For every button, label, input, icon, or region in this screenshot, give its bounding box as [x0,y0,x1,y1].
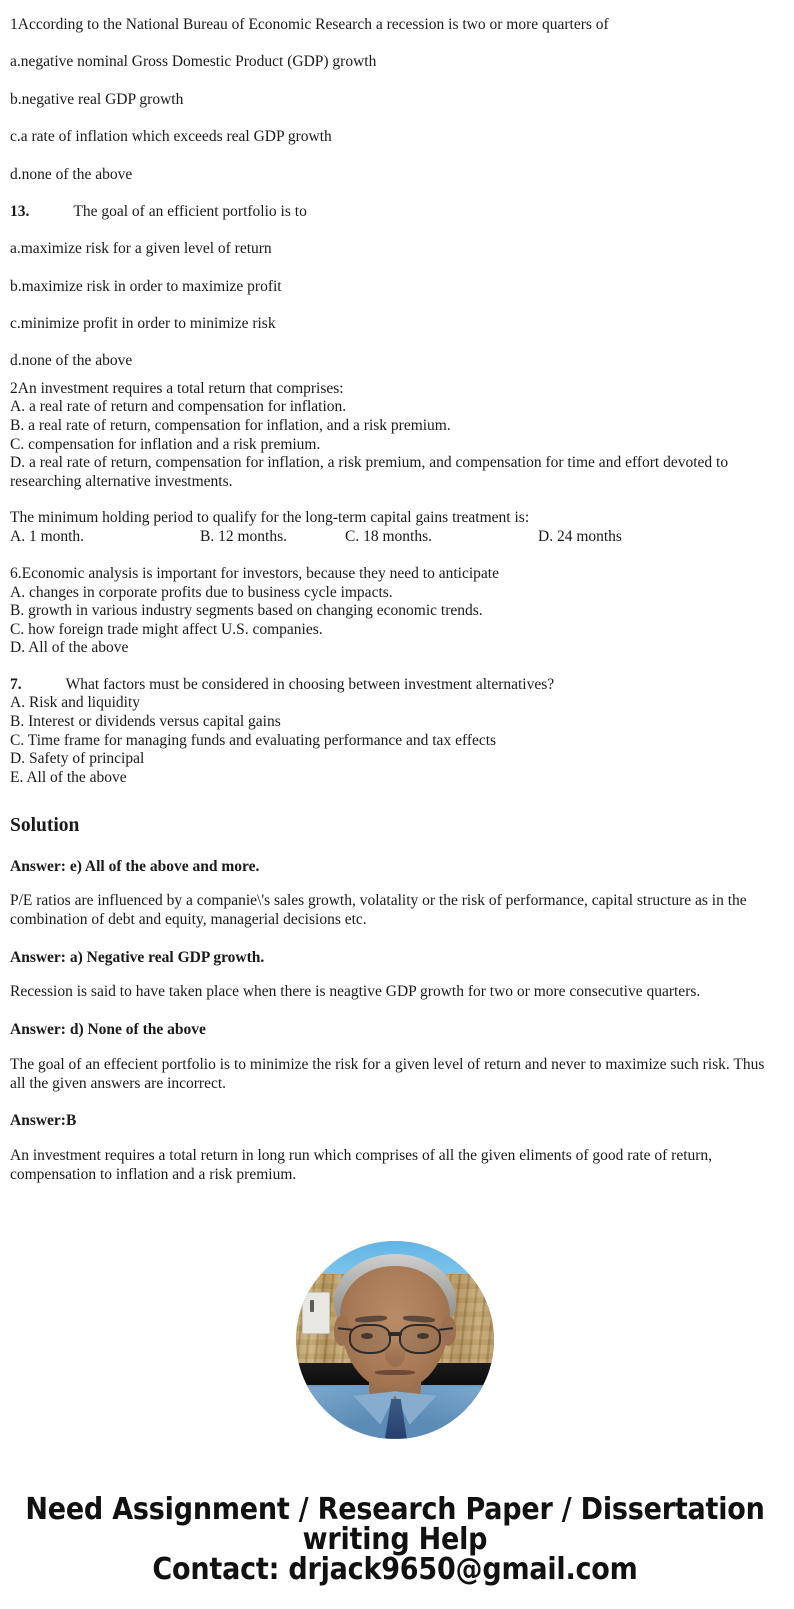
solution-answer: Answer: a) Negative real GDP growth. [10,948,265,966]
question-6-option-a: A. changes in corporate profits due to business cycle impacts. [10,583,393,601]
question-2-block [10,380,780,492]
holding-option-d: D. 24 months [538,527,622,545]
solution-answer: Answer: d) None of the above [10,1021,206,1039]
question-holding-options-row [10,528,780,547]
question-number: 13. [10,202,30,220]
question-7-option-d: D. Safety of principal [10,750,145,768]
question-7-option-e: E. All of the above [10,768,127,786]
option-line [10,118,780,155]
question-2-option-d: D. a real rate of return, compensation for inflation, a risk premium, and compensation for time and effort devoted to researching alternative investments. [10,454,732,490]
question-2-stem: 2An investment requires a total return that comprises: [10,379,344,397]
option-line-text: d.none of the above [10,165,133,183]
avatar-ear-right [441,1316,457,1346]
solution-answer: Answer:B [10,1112,77,1130]
question-7-option-c: C. Time frame for managing funds and evaluating performance and tax effects [10,731,497,749]
option-line-text: d.none of the above [10,352,133,370]
promo-line-2: writing Help [302,1521,488,1557]
question-13 [10,193,780,230]
avatar-ear-left [334,1316,350,1346]
solution-explanation: Recession is said to have taken place when there is neagtive GDP growth for two or more consecutive quarters. [10,983,701,1001]
solution-entry [10,1093,780,1184]
promo-line-1: Need Assignment / Research Paper / Dissertation [25,1491,765,1527]
solution-entry [10,839,780,930]
question-7-block [10,676,780,788]
option-line [10,81,780,118]
option-line-text: b.negative real GDP growth [10,90,184,108]
question-2-option-a: A. a real rate of return and compensation for inflation. [10,398,347,416]
question-7-option-b: B. Interest or dividends versus capital gains [10,713,281,731]
question-number: 7. [10,675,22,693]
option-line [10,156,780,193]
promo-footer [10,1491,780,1609]
question-line-text: The goal of an efficient portfolio is to [73,202,307,220]
solution-heading: Solution [10,815,80,837]
avatar-background-light-switch [302,1292,330,1334]
question-6-option-d: D. All of the above [10,639,129,657]
glasses-lens-right-icon [399,1324,441,1354]
option-line-text: a.maximize risk for a given level of return [10,240,272,258]
question-7-stem: What factors must be considered in choosing between investment alternatives? [65,675,555,693]
question-2-option-b: B. a real rate of return, compensation for inflation, and a risk premium. [10,416,451,434]
question-line [10,6,780,43]
section-spacer [10,547,780,565]
option-line [10,305,780,342]
solution-explanation: The goal of an effecient portfolio is to minimize the risk for a given level of return and never to maximize such risk. Thus all the given answers are incorrect. [10,1055,765,1092]
holding-option-a: A. 1 month. [10,527,85,545]
option-line [10,43,780,80]
solution-entry [10,1002,780,1093]
question-6-option-c: C. how foreign trade might affect U.S. companies. [10,620,323,638]
question-7-option-a: A. Risk and liquidity [10,694,141,712]
section-spacer [10,491,780,509]
question-holding-block [10,509,780,547]
question-7-stem-row [10,676,780,695]
option-line [10,342,780,379]
option-line [10,230,780,267]
question-6-option-b: B. growth in various industry segments based on changing economic trends. [10,602,483,620]
avatar [296,1241,494,1439]
option-line-text: b.maximize risk in order to maximize profit [10,277,282,295]
holding-option-c: C. 18 months. [345,527,432,545]
option-line [10,268,780,305]
question-holding-stem: The minimum holding period to qualify for the long-term capital gains treatment is: [10,509,530,527]
question-line-text: 1According to the National Bureau of Economic Research a recession is two or more quarters of [10,16,609,33]
option-line-text: c.a rate of inflation which exceeds real GDP growth [10,128,332,146]
solution-explanation: An investment requires a total return in long run which comprises of all the given eliments of good rate of return, compensation to inflation and a risk premium. [10,1146,713,1183]
avatar-nose [385,1340,405,1368]
glasses-bridge-icon [388,1332,402,1336]
section-spacer [10,658,780,676]
solution-explanation: P/E ratios are influenced by a companie\'s sales growth, volatality or the risk of performance, capital structure as in the combination of debt and equity, managerial decisions etc. [10,892,747,929]
question-6-block [10,565,780,658]
solution-entry [10,930,780,1002]
question-6-stem: 6.Economic analysis is important for investors, because they need to anticipate [10,564,499,582]
promo-contact-line: Contact: drjack9650@gmail.com [152,1551,638,1587]
option-line-text: c.minimize profit in order to minimize risk [10,315,276,332]
top-questions-section [10,6,780,380]
solution-answer: Answer: e) All of the above and more. [10,857,260,875]
avatar-container [10,1241,780,1439]
holding-option-b: B. 12 months. [200,527,287,545]
question-2-option-c: C. compensation for inflation and a risk premium. [10,435,321,453]
option-line-text: a.negative nominal Gross Domestic Product (GDP) growth [10,53,377,71]
